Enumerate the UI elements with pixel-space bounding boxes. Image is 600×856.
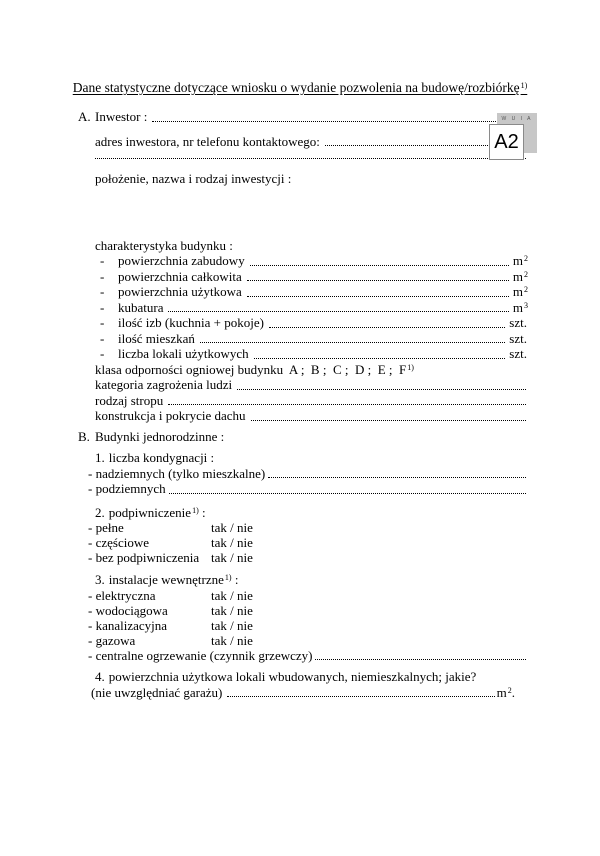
form-page xyxy=(0,80,600,856)
address-continuation-fill-line xyxy=(95,158,526,159)
q3-option-label: - gazowa xyxy=(88,632,136,648)
ceiling-type-label: rodzaj stropu xyxy=(95,392,164,408)
q3-number: 3. xyxy=(95,572,105,587)
list-dash-icon: - xyxy=(100,315,105,330)
q1-above-ground-fill-line xyxy=(268,477,526,478)
yes-no-choice: tak / nie xyxy=(211,587,253,603)
q1-underground-fill-line xyxy=(169,493,526,494)
q1-underground-label: - podziemnych xyxy=(88,481,166,496)
q2-option-label: - częściowe xyxy=(88,535,149,550)
q3-central-heating-fill-line xyxy=(315,659,526,660)
section-b-heading xyxy=(78,429,528,445)
yes-no-choice: tak / nie xyxy=(211,632,253,648)
attribute-row-commercial-units-count xyxy=(100,346,528,362)
fill-in-dotted-line xyxy=(200,342,505,343)
fill-in-dotted-line xyxy=(250,265,509,266)
unit-label: $m^2$ xyxy=(512,284,528,299)
q2-heading xyxy=(95,505,528,521)
list-dash-icon: - xyxy=(100,253,105,268)
yes-no-choice: tak / nie xyxy=(211,520,253,535)
attribute-label: kubatura xyxy=(118,299,164,315)
fire-resistance-class-label: klasa odporności ogniowej budynku A ; B ; C ; D ; E ; F xyxy=(95,361,407,377)
unit-label: $m^2$ xyxy=(512,253,528,268)
q3-central-heating-line xyxy=(88,648,528,664)
q2-option-partial xyxy=(88,535,528,550)
fill-in-dotted-line xyxy=(269,327,505,328)
q2-number: 2. xyxy=(95,504,105,520)
q2-option-label: - bez podpiwniczenia xyxy=(88,550,200,565)
q1-above-ground-label: - nadziemnych (tylko mieszkalne) xyxy=(88,465,266,481)
attribute-row-cubature xyxy=(100,300,528,316)
roof-construction-line xyxy=(95,408,528,424)
yes-no-choice: tak / nie xyxy=(211,602,253,618)
q3-footnote: 1) xyxy=(224,573,232,582)
fill-in-dotted-line xyxy=(247,296,509,297)
q4-fill-line xyxy=(227,696,494,697)
danger-category-label: kategoria zagrożenia ludzi xyxy=(95,377,233,392)
form-code-label: A2 xyxy=(489,124,524,160)
attribute-label: ilość mieszkań xyxy=(118,330,195,346)
q3-option-label: - kanalizacyjna xyxy=(88,617,168,633)
unit-label: $m^3$ xyxy=(512,299,528,315)
q3-option-sewage xyxy=(88,618,528,633)
location-name-type-line xyxy=(95,171,528,187)
q2-option-label: - pełne xyxy=(88,520,124,535)
list-dash-icon: - xyxy=(100,268,105,284)
q4-garage-note-line xyxy=(91,685,515,701)
q2-label: podpiwniczenie xyxy=(108,504,192,520)
q3-option-label: - wodociągowa xyxy=(88,602,168,618)
q3-option-label: - elektryczna xyxy=(88,587,156,603)
form-title-footnote: 1) xyxy=(520,81,528,90)
q3-option-water xyxy=(88,603,528,618)
q4-unit-label: $m^2$. xyxy=(496,684,515,700)
investor-address-line xyxy=(95,134,528,150)
section-b-letter: B. xyxy=(78,428,90,444)
q4-number: 4. xyxy=(95,669,105,684)
q2-footnote: 1) xyxy=(192,505,199,515)
q3-option-electric xyxy=(88,588,528,603)
list-dash-icon: - xyxy=(100,299,105,315)
attribute-label: powierzchnia użytkowa xyxy=(118,284,242,299)
investor-fill-line xyxy=(152,121,526,122)
attribute-row-built-up-area xyxy=(100,253,528,269)
unit-label: $m^2$ xyxy=(512,268,528,284)
q3-label: instalacje wewnętrzne xyxy=(108,572,224,587)
form-title-text: Dane statystyczne dotyczące wniosku o wydanie pozwolenia na budowę/rozbiórkę xyxy=(72,80,520,95)
list-dash-icon: - xyxy=(100,284,105,299)
q2-option-none xyxy=(88,550,528,565)
ceiling-type-line xyxy=(95,393,528,409)
yes-no-choice: tak / nie xyxy=(211,550,253,565)
fill-in-dotted-line xyxy=(254,358,506,359)
investor-line xyxy=(78,109,528,125)
q2-colon: : xyxy=(198,504,206,520)
q1-number: 1. xyxy=(95,450,105,465)
q1-above-ground-line xyxy=(88,466,528,482)
investor-label: Inwestor : xyxy=(95,109,148,124)
danger-category-line xyxy=(95,377,528,393)
q3-central-heating-label: - centralne ogrzewanie (czynnik grzewczy) xyxy=(88,647,313,663)
q4-label: powierzchnia użytkowa lokali wbudowanych, niemieszkalnych; jakie? xyxy=(108,669,477,684)
unit-label: szt. xyxy=(509,330,527,346)
attribute-row-flats-count xyxy=(100,331,528,347)
attribute-label: ilość izb (kuchnia + pokoje) xyxy=(118,315,264,330)
q4-garage-note-label: (nie uwzględniać garażu) xyxy=(91,684,223,700)
roof-construction-fill-line xyxy=(251,420,526,421)
section-b-label: Budynki jednorodzinne : xyxy=(95,428,225,444)
yes-no-choice: tak / nie xyxy=(211,617,253,633)
attribute-label: powierzchnia całkowita xyxy=(118,268,242,284)
attribute-row-usable-area xyxy=(100,284,528,300)
attribute-row-total-area xyxy=(100,269,528,285)
q3-option-gas xyxy=(88,633,528,648)
yes-no-choice: tak / nie xyxy=(211,535,253,550)
building-characteristics-label: charakterystyka budynku : xyxy=(95,237,233,253)
ceiling-type-fill-line xyxy=(168,404,526,405)
address-continuation-line xyxy=(95,158,528,162)
q3-colon: : xyxy=(231,572,239,587)
form-title xyxy=(0,80,600,96)
attribute-label: liczba lokali użytkowych xyxy=(118,346,249,361)
attribute-row-rooms-count xyxy=(100,315,528,331)
roof-construction-label: konstrukcja i pokrycie dachu xyxy=(95,408,246,423)
q1-underground-line xyxy=(88,481,528,497)
unit-label: szt. xyxy=(509,346,527,361)
badge-overlay-text: W U I A xyxy=(501,116,533,122)
unit-label: szt. xyxy=(509,315,527,330)
fill-in-dotted-line xyxy=(168,311,508,312)
list-dash-icon: - xyxy=(100,330,105,346)
list-dash-icon: - xyxy=(100,346,105,361)
fill-in-dotted-line xyxy=(247,280,509,281)
building-characteristics-heading xyxy=(95,238,528,254)
danger-category-fill-line xyxy=(237,389,526,390)
location-label: położenie, nazwa i rodzaj inwestycji : xyxy=(95,171,292,186)
q3-heading xyxy=(95,572,528,588)
fire-resistance-footnote: 1) xyxy=(407,362,414,372)
q1-heading xyxy=(95,450,528,466)
q1-label: liczba kondygnacji : xyxy=(108,450,215,465)
form-code-badge xyxy=(489,113,537,160)
q4-heading xyxy=(95,669,528,685)
investor-address-label: adres inwestora, nr telefonu kontaktowego: xyxy=(95,133,320,149)
attribute-label: powierzchnia zabudowy xyxy=(118,253,245,268)
form-body xyxy=(0,109,600,700)
fire-resistance-class-line xyxy=(95,362,528,378)
q2-option-full xyxy=(88,520,528,535)
section-a-letter: A. xyxy=(78,109,91,124)
